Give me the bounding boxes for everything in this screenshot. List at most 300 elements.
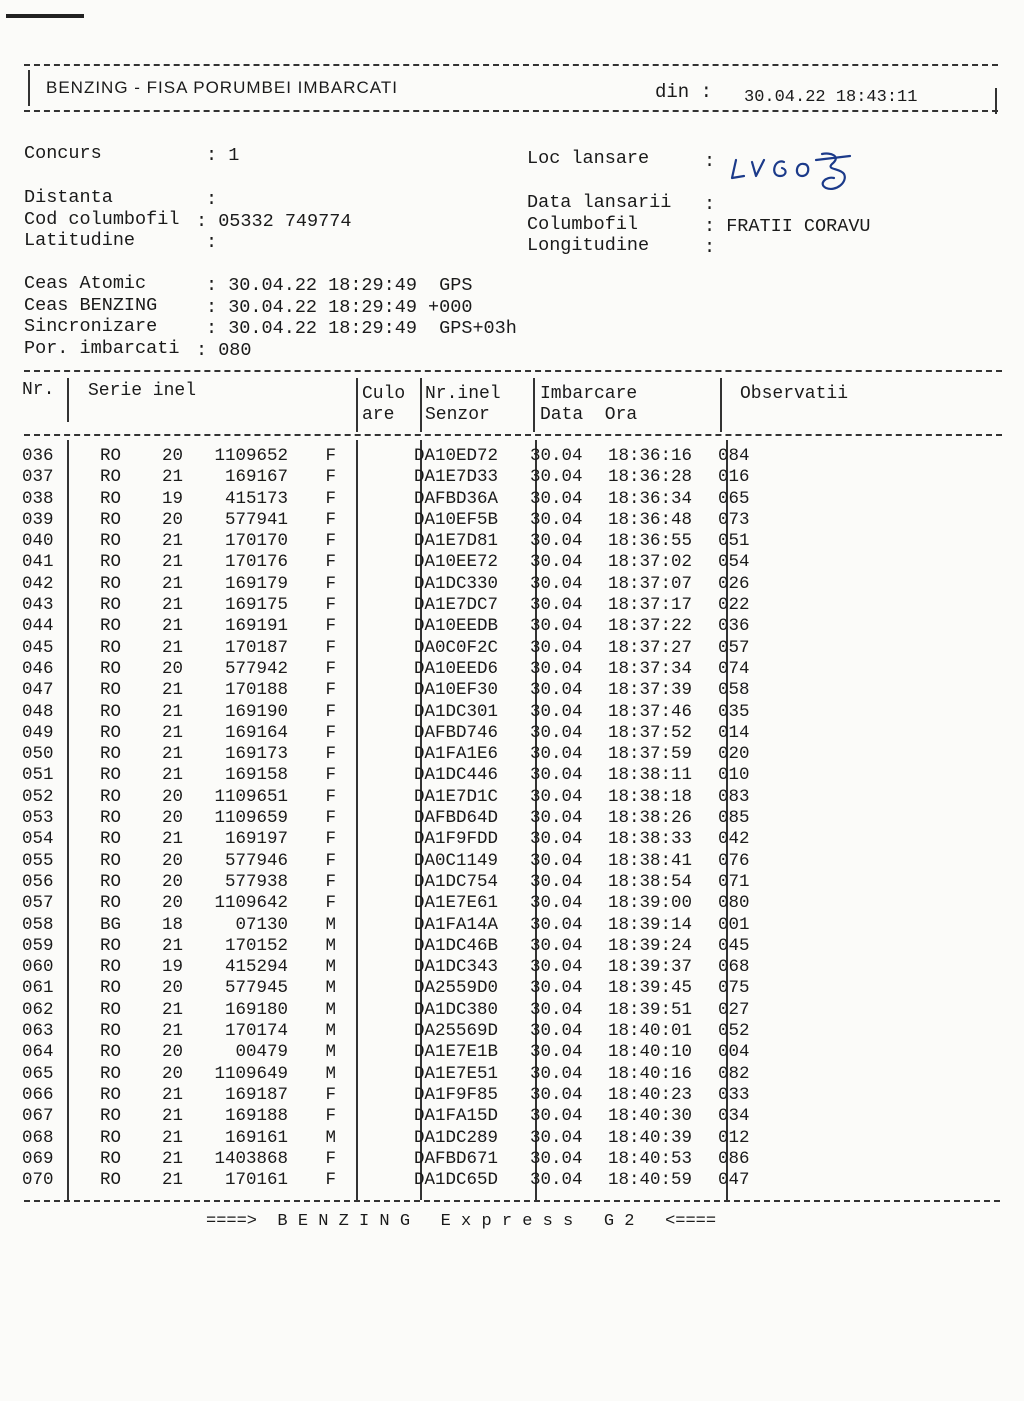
row-date: 30.04	[530, 893, 583, 914]
row-color	[344, 936, 412, 957]
row-time: 18:40:39	[608, 1127, 693, 1148]
row-country: RO	[100, 808, 122, 829]
row-sensor: DAFBD671	[414, 1148, 499, 1169]
row-sensor: DA10EE72	[414, 552, 499, 573]
row-year: 21	[162, 1148, 184, 1169]
row-date: 30.04	[530, 871, 583, 892]
row-sex: F	[325, 552, 336, 573]
row-ring-number: 415173	[224, 488, 288, 509]
row-observatii: 084	[718, 446, 750, 466]
row-sensor: DA1E7D1C	[414, 786, 499, 807]
row-sensor: DA1E7DC7	[414, 595, 499, 616]
row-time: 18:38:18	[608, 786, 693, 807]
row-country: RO	[100, 531, 122, 552]
row-color	[344, 808, 412, 829]
top-mark	[6, 14, 84, 18]
row-sensor: DA1DC754	[414, 871, 499, 892]
row-sex: M	[325, 1127, 336, 1148]
row-observatii: 082	[718, 1063, 750, 1084]
row-country: RO	[100, 658, 122, 679]
row-ring-number: 169167	[224, 467, 288, 488]
row-year: 20	[162, 871, 184, 892]
row-ring-number: 169197	[224, 829, 288, 850]
table-row	[22, 893, 750, 914]
row-time: 18:37:27	[608, 637, 693, 658]
row-color	[344, 1128, 412, 1149]
row-observatii: 014	[718, 722, 750, 743]
table-row	[22, 872, 750, 893]
document-title: BENZING - FISA PORUMBEI IMBARCATI	[46, 78, 398, 97]
row-nr: 046	[22, 658, 54, 679]
row-sensor: DAFBD746	[414, 722, 499, 743]
row-time: 18:40:30	[608, 1106, 693, 1127]
table-row	[22, 787, 750, 808]
row-sex: F	[325, 893, 336, 914]
row-date: 30.04	[530, 701, 583, 722]
row-nr: 068	[22, 1127, 54, 1148]
row-color	[344, 723, 412, 744]
row-sensor: DA1DC301	[414, 701, 499, 722]
row-ring-number: 577942	[224, 658, 288, 679]
row-observatii: 020	[718, 744, 750, 765]
row-color	[344, 787, 412, 808]
row-color	[344, 467, 412, 488]
concurs-label: Concurs	[24, 143, 102, 164]
row-sex: F	[325, 680, 336, 701]
row-date: 30.04	[530, 1021, 583, 1042]
table-row	[22, 1085, 750, 1106]
row-year: 21	[162, 552, 184, 573]
table-row	[22, 978, 750, 999]
row-observatii: 051	[718, 531, 750, 552]
row-sensor: DA1DC380	[414, 999, 499, 1020]
row-ring-number: 169187	[224, 1084, 288, 1105]
row-time: 18:37:02	[608, 552, 693, 573]
table-row	[22, 446, 750, 467]
concurs-value: : 1	[206, 145, 240, 166]
row-color	[344, 702, 412, 723]
row-sex: F	[325, 446, 336, 466]
row-year: 18	[162, 914, 184, 935]
row-ring-number: 07130	[235, 914, 288, 935]
row-sex: F	[325, 1170, 336, 1191]
row-time: 18:38:11	[608, 765, 693, 786]
row-sex: F	[325, 850, 336, 871]
row-year: 21	[162, 1127, 184, 1148]
row-color	[344, 1042, 412, 1063]
table-row	[22, 510, 750, 531]
row-color	[344, 531, 412, 552]
table-row	[22, 765, 750, 786]
row-sex: F	[325, 701, 336, 722]
row-observatii: 004	[718, 1042, 750, 1063]
latitudine-value: :	[206, 232, 218, 253]
row-nr: 060	[22, 957, 54, 978]
header-datetime: 30.04.22 18:43:11	[744, 88, 918, 107]
row-year: 21	[162, 680, 184, 701]
row-year: 21	[162, 744, 184, 765]
row-observatii: 076	[718, 850, 750, 871]
row-sensor: DA1F9F85	[414, 1084, 499, 1105]
columbofil-value: : FRATII CORAVU	[704, 216, 871, 237]
table-border-bottom	[24, 1200, 1000, 1202]
row-ring-number: 1403868	[214, 1148, 288, 1169]
col-serie-inel-header: Serie inel	[88, 381, 197, 401]
row-country: RO	[100, 680, 122, 701]
row-date: 30.04	[530, 467, 583, 488]
table-row	[22, 531, 750, 552]
row-sex: F	[325, 871, 336, 892]
header-border-top	[24, 64, 998, 66]
row-observatii: 065	[718, 488, 750, 509]
row-observatii: 036	[718, 616, 750, 637]
col-imbarcare-header-2: Data Ora	[540, 405, 638, 425]
col-nr-inel-header-2: Senzor	[425, 405, 490, 425]
row-country: RO	[100, 1170, 122, 1191]
row-ring-number: 415294	[224, 957, 288, 978]
row-country: RO	[100, 616, 122, 637]
row-ring-number: 1109649	[214, 1063, 288, 1084]
row-time: 18:36:28	[608, 467, 693, 488]
row-year: 21	[162, 935, 184, 956]
header-border-bottom	[24, 110, 998, 112]
row-nr: 052	[22, 786, 54, 807]
row-sex: M	[325, 1042, 336, 1063]
row-year: 19	[162, 488, 184, 509]
row-sex: F	[325, 658, 336, 679]
row-observatii: 001	[718, 914, 750, 935]
row-sensor: DA10EF5B	[414, 509, 499, 530]
row-sex: F	[325, 488, 336, 509]
row-year: 20	[162, 446, 184, 466]
table-row	[22, 1000, 750, 1021]
row-date: 30.04	[530, 616, 583, 637]
row-color	[344, 915, 412, 936]
row-time: 18:37:07	[608, 573, 693, 594]
pigeon-table	[22, 446, 750, 1191]
row-sensor: DA25569D	[414, 1021, 499, 1042]
longitudine-value: :	[704, 237, 716, 258]
row-year: 21	[162, 701, 184, 722]
row-observatii: 033	[718, 1084, 750, 1105]
distanta-label: Distanta	[24, 187, 113, 208]
row-country: RO	[100, 1084, 122, 1105]
header-rule-imbarcare	[720, 378, 722, 432]
table-header-border-top	[24, 370, 1002, 372]
row-color	[344, 978, 412, 999]
row-nr: 040	[22, 531, 54, 552]
row-observatii: 045	[718, 935, 750, 956]
row-observatii: 075	[718, 978, 750, 999]
row-sensor: DA1DC65D	[414, 1170, 499, 1191]
table-row	[22, 723, 750, 744]
row-year: 21	[162, 637, 184, 658]
row-nr: 037	[22, 467, 54, 488]
table-row	[22, 1149, 750, 1170]
row-color	[344, 595, 412, 616]
row-sex: F	[325, 616, 336, 637]
row-nr: 047	[22, 680, 54, 701]
row-date: 30.04	[530, 786, 583, 807]
row-time: 18:36:16	[608, 446, 693, 466]
row-color	[344, 829, 412, 850]
row-ring-number: 170152	[224, 935, 288, 956]
row-country: RO	[100, 573, 122, 594]
row-date: 30.04	[530, 978, 583, 999]
row-sensor: DA2559D0	[414, 978, 499, 999]
row-color	[344, 744, 412, 765]
row-nr: 055	[22, 850, 54, 871]
row-date: 30.04	[530, 552, 583, 573]
row-date: 30.04	[530, 744, 583, 765]
row-year: 20	[162, 978, 184, 999]
row-sensor: DA1E7D33	[414, 467, 499, 488]
row-ring-number: 577945	[224, 978, 288, 999]
row-date: 30.04	[530, 595, 583, 616]
row-sex: F	[325, 595, 336, 616]
row-year: 21	[162, 1170, 184, 1191]
header-rule-nr	[67, 378, 69, 422]
row-ring-number: 170170	[224, 531, 288, 552]
row-time: 18:40:10	[608, 1042, 693, 1063]
columbofil-label: Columbofil	[527, 214, 639, 235]
row-sex: M	[325, 1063, 336, 1084]
row-year: 21	[162, 616, 184, 637]
row-sensor: DAFBD64D	[414, 808, 499, 829]
row-sex: M	[325, 957, 336, 978]
row-color	[344, 489, 412, 510]
row-country: RO	[100, 1021, 122, 1042]
row-observatii: 042	[718, 829, 750, 850]
row-sex: F	[325, 1084, 336, 1105]
table-row	[22, 1128, 750, 1149]
row-sex: M	[325, 914, 336, 935]
row-observatii: 057	[718, 637, 750, 658]
row-ring-number: 577941	[224, 509, 288, 530]
row-time: 18:40:59	[608, 1170, 693, 1191]
row-country: RO	[100, 1127, 122, 1148]
row-ring-number: 1109659	[214, 808, 288, 829]
row-sex: F	[325, 573, 336, 594]
row-country: RO	[100, 1063, 122, 1084]
row-nr: 036	[22, 446, 54, 466]
row-country: RO	[100, 595, 122, 616]
row-year: 21	[162, 595, 184, 616]
row-ring-number: 170187	[224, 637, 288, 658]
row-nr: 054	[22, 829, 54, 850]
table-row	[22, 957, 750, 978]
latitudine-label: Latitudine	[24, 230, 136, 251]
row-sex: F	[325, 808, 336, 829]
row-date: 30.04	[530, 722, 583, 743]
row-country: RO	[100, 467, 122, 488]
row-year: 21	[162, 829, 184, 850]
din-label: din :	[655, 81, 713, 103]
row-country: RO	[100, 488, 122, 509]
table-row	[22, 936, 750, 957]
row-year: 21	[162, 765, 184, 786]
data-lansarii-value: :	[704, 194, 716, 215]
row-date: 30.04	[530, 957, 583, 978]
table-row	[22, 1170, 750, 1191]
row-country: RO	[100, 893, 122, 914]
col-observatii-header: Observatii	[740, 384, 849, 404]
row-color	[344, 659, 412, 680]
row-country: RO	[100, 446, 122, 466]
row-date: 30.04	[530, 1127, 583, 1148]
row-time: 18:37:34	[608, 658, 693, 679]
row-sex: F	[325, 744, 336, 765]
row-color	[344, 1085, 412, 1106]
row-sex: M	[325, 1021, 336, 1042]
table-row	[22, 552, 750, 573]
col-nr-header: Nr.	[22, 380, 55, 400]
row-nr: 061	[22, 978, 54, 999]
table-row	[22, 680, 750, 701]
row-sensor: DA10EF30	[414, 680, 499, 701]
data-lansarii-label: Data lansarii	[527, 192, 672, 213]
row-time: 18:36:34	[608, 488, 693, 509]
row-time: 18:37:52	[608, 722, 693, 743]
table-row	[22, 851, 750, 872]
header-rule-culoare	[420, 378, 422, 432]
ceas-benzing-label: Ceas BENZING	[24, 295, 158, 316]
row-nr: 070	[22, 1170, 54, 1191]
row-nr: 064	[22, 1042, 54, 1063]
row-nr: 049	[22, 722, 54, 743]
row-sex: F	[325, 786, 336, 807]
row-nr: 059	[22, 935, 54, 956]
row-ring-number: 170176	[224, 552, 288, 573]
table-row	[22, 808, 750, 829]
row-nr: 038	[22, 488, 54, 509]
row-date: 30.04	[530, 573, 583, 594]
row-year: 20	[162, 893, 184, 914]
table-row	[22, 659, 750, 680]
row-country: RO	[100, 765, 122, 786]
row-time: 18:40:23	[608, 1084, 693, 1105]
row-color	[344, 872, 412, 893]
ceas-atomic-value: : 30.04.22 18:29:49 GPS	[206, 275, 473, 296]
row-sensor: DA1DC46B	[414, 935, 499, 956]
row-ring-number: 169173	[224, 744, 288, 765]
header-rule-serie	[356, 378, 358, 432]
row-country: RO	[100, 1106, 122, 1127]
row-time: 18:37:59	[608, 744, 693, 765]
row-year: 20	[162, 1063, 184, 1084]
row-country: RO	[100, 722, 122, 743]
table-row	[22, 1106, 750, 1127]
row-observatii: 022	[718, 595, 750, 616]
row-observatii: 052	[718, 1021, 750, 1042]
row-observatii: 010	[718, 765, 750, 786]
sincronizare-value: : 30.04.22 18:29:49 GPS+03h	[206, 318, 517, 339]
row-nr: 045	[22, 637, 54, 658]
row-ring-number: 577946	[224, 850, 288, 871]
row-observatii: 047	[718, 1170, 750, 1191]
por-imbarcati-value: : 080	[196, 340, 252, 361]
row-nr: 053	[22, 808, 54, 829]
row-year: 21	[162, 1084, 184, 1105]
row-date: 30.04	[530, 446, 583, 466]
row-sensor: DA10EED6	[414, 658, 499, 679]
row-date: 30.04	[530, 765, 583, 786]
table-row	[22, 489, 750, 510]
row-date: 30.04	[530, 658, 583, 679]
row-year: 20	[162, 509, 184, 530]
loc-lansare-label: Loc lansare	[527, 148, 650, 169]
row-date: 30.04	[530, 1042, 583, 1063]
row-ring-number: 170188	[224, 680, 288, 701]
row-date: 30.04	[530, 488, 583, 509]
row-ring-number: 169191	[224, 616, 288, 637]
row-sex: M	[325, 978, 336, 999]
table-row	[22, 595, 750, 616]
row-sensor: DA1DC289	[414, 1127, 499, 1148]
row-time: 18:39:37	[608, 957, 693, 978]
row-sex: M	[325, 999, 336, 1020]
row-sensor: DA1DC343	[414, 957, 499, 978]
row-color	[344, 851, 412, 872]
row-date: 30.04	[530, 509, 583, 530]
header-rule-senzor	[533, 378, 535, 432]
row-time: 18:40:01	[608, 1021, 693, 1042]
row-ring-number: 577938	[224, 871, 288, 892]
row-time: 18:39:14	[608, 914, 693, 935]
row-nr: 039	[22, 509, 54, 530]
row-sex: F	[325, 531, 336, 552]
row-color	[344, 1021, 412, 1042]
row-date: 30.04	[530, 935, 583, 956]
row-country: RO	[100, 786, 122, 807]
row-time: 18:40:53	[608, 1148, 693, 1169]
row-time: 18:39:45	[608, 978, 693, 999]
row-nr: 042	[22, 573, 54, 594]
handwritten-lugoj-signature	[730, 148, 870, 194]
row-sensor: DA1FA1E6	[414, 744, 499, 765]
row-observatii: 074	[718, 658, 750, 679]
row-nr: 063	[22, 1021, 54, 1042]
row-date: 30.04	[530, 914, 583, 935]
header-border-left	[28, 70, 30, 106]
row-ring-number: 169175	[224, 595, 288, 616]
table-header-border-bottom	[24, 434, 1002, 436]
row-sex: F	[325, 1106, 336, 1127]
row-year: 21	[162, 573, 184, 594]
row-observatii: 016	[718, 467, 750, 488]
row-nr: 050	[22, 744, 54, 765]
table-row	[22, 467, 750, 488]
row-year: 20	[162, 850, 184, 871]
table-row	[22, 1064, 750, 1085]
row-observatii: 034	[718, 1106, 750, 1127]
row-observatii: 080	[718, 893, 750, 914]
row-color	[344, 574, 412, 595]
row-sex: F	[325, 637, 336, 658]
row-country: RO	[100, 935, 122, 956]
row-ring-number: 170161	[224, 1170, 288, 1191]
row-time: 18:36:55	[608, 531, 693, 552]
row-color	[344, 1064, 412, 1085]
row-date: 30.04	[530, 808, 583, 829]
row-sex: F	[325, 722, 336, 743]
table-row	[22, 915, 750, 936]
row-sex: F	[325, 1148, 336, 1169]
table-row	[22, 638, 750, 659]
row-color	[344, 638, 412, 659]
row-sex: F	[325, 765, 336, 786]
row-sensor: DA1F9FDD	[414, 829, 499, 850]
